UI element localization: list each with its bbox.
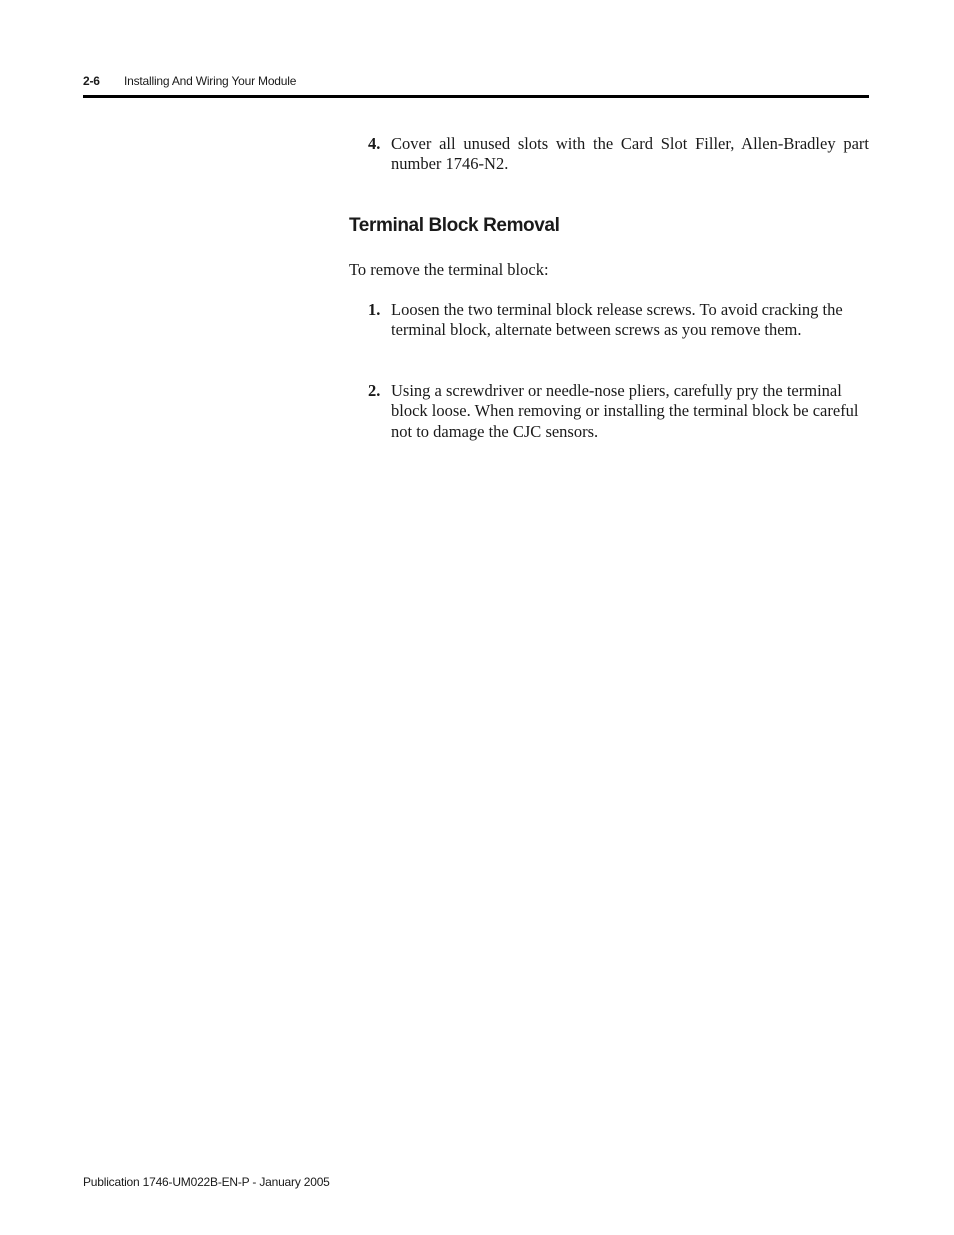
step-text: Using a screwdriver or needle-nose pliers, carefully pry the terminal block loose. When removing or installing the terminal block be careful not to damage the CJC sensors.: [391, 381, 859, 441]
header-rule: [83, 95, 869, 98]
page-number: 2-6: [83, 74, 100, 88]
step-text: Cover all unused slots with the Card Slot Filler, Allen-Bradley part number 1746-N2.: [391, 134, 869, 174]
section-intro: To remove the terminal block:: [349, 260, 549, 279]
step-number: 2.: [368, 381, 381, 400]
step-text: Loosen the two terminal block release screws. To avoid cracking the terminal block, alternate between screws as you remove them.: [391, 300, 843, 340]
step-number: 1.: [368, 300, 381, 319]
chapter-title: Installing And Wiring Your Module: [124, 74, 297, 88]
publication-footer: Publication 1746-UM022B-EN-P - January 2005: [83, 1175, 330, 1189]
section-heading: Terminal Block Removal: [349, 215, 560, 236]
running-header: [83, 74, 297, 88]
step-number: 4.: [368, 134, 381, 153]
